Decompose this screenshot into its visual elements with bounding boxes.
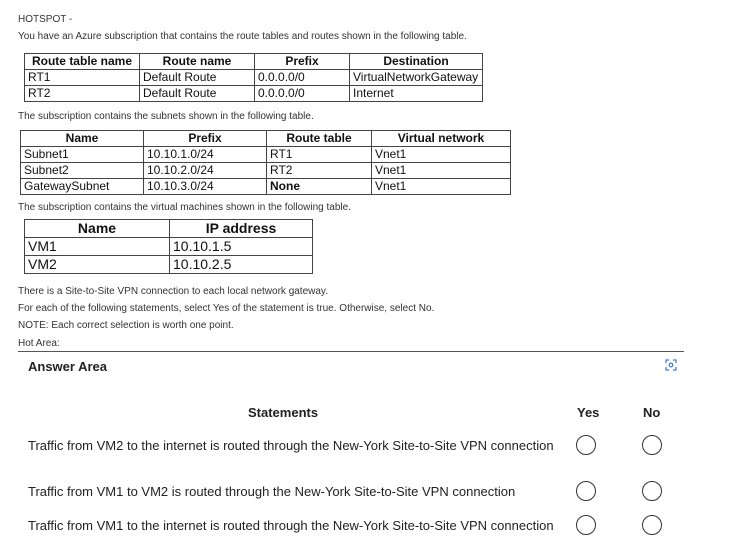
no-header: No [643,405,661,420]
column-header: Name [25,220,170,238]
intro-text-6: NOTE: Each correct selection is worth one point. [18,320,234,331]
table-header-row [25,220,313,238]
table-cell: 0.0.0.0/0 [255,70,350,86]
yes-header: Yes [577,405,600,420]
statement-3-yes-radio[interactable] [576,515,596,535]
table-cell: RT1 [267,147,372,163]
table-cell: VirtualNetworkGateway [350,70,483,86]
expand-icon[interactable] [665,359,677,371]
table-cell: Internet [350,86,483,102]
table-cell: VM1 [25,238,170,256]
table-cell: VM2 [25,256,170,274]
statement-1-no-radio[interactable] [642,435,662,455]
hotspot-label: HOTSPOT - [18,14,73,25]
table-header-row [25,54,483,70]
table-cell: Vnet1 [372,147,511,163]
table-row [25,256,313,274]
table-cell: Subnet1 [21,147,144,163]
statement-2-yes-radio[interactable] [576,481,596,501]
table-header-row [21,131,511,147]
route-table [24,53,483,102]
intro-text-5: For each of the following statements, select Yes of the statement is true. Otherwise, select No. [18,303,435,314]
table-row [25,86,483,102]
subnet-table [20,130,511,195]
intro-text-1: You have an Azure subscription that contains the route tables and routes shown in the following table. [18,31,467,42]
table-cell: 10.10.2.0/24 [144,163,267,179]
table-row [25,70,483,86]
intro-text-4: There is a Site-to-Site VPN connection to each local network gateway. [18,286,328,297]
column-header: Prefix [144,131,267,147]
statement-1-yes-radio[interactable] [576,435,596,455]
statement-1: Traffic from VM2 to the internet is routed through the New-York Site-to-Site VPN connection [28,438,554,453]
table-cell: Subnet2 [21,163,144,179]
table-cell: Vnet1 [372,179,511,195]
table-row [21,147,511,163]
table-cell: 10.10.1.0/24 [144,147,267,163]
table-cell: RT2 [267,163,372,179]
column-header: Route name [140,54,255,70]
table-cell: 0.0.0.0/0 [255,86,350,102]
column-header: Destination [350,54,483,70]
intro-text-3: The subscription contains the virtual machines shown in the following table. [18,202,351,213]
column-header: Name [21,131,144,147]
table-row [21,179,511,195]
table-cell: None [267,179,372,195]
table-cell: 10.10.1.5 [170,238,313,256]
statement-2: Traffic from VM1 to VM2 is routed through the New-York Site-to-Site VPN connection [28,484,516,499]
table-row [25,238,313,256]
table-cell: 10.10.2.5 [170,256,313,274]
table-cell: Vnet1 [372,163,511,179]
vm-table [24,219,313,274]
statement-2-no-radio[interactable] [642,481,662,501]
statements-header: Statements [248,405,319,420]
statement-3-no-radio[interactable] [642,515,662,535]
column-header: Route table name [25,54,140,70]
table-cell: Default Route [140,86,255,102]
column-header: Virtual network [372,131,511,147]
column-header: IP address [170,220,313,238]
table-cell: RT1 [25,70,140,86]
table-cell: GatewaySubnet [21,179,144,195]
column-header: Prefix [255,54,350,70]
answer-area-title: Answer Area [28,359,107,374]
intro-text-7: Hot Area: [18,338,60,349]
divider [18,351,684,352]
intro-text-2: The subscription contains the subnets shown in the following table. [18,111,314,122]
table-row [21,163,511,179]
table-cell: Default Route [140,70,255,86]
statement-3: Traffic from VM1 to the internet is routed through the New-York Site-to-Site VPN connection [28,518,554,533]
column-header: Route table [267,131,372,147]
table-cell: 10.10.3.0/24 [144,179,267,195]
table-cell: RT2 [25,86,140,102]
